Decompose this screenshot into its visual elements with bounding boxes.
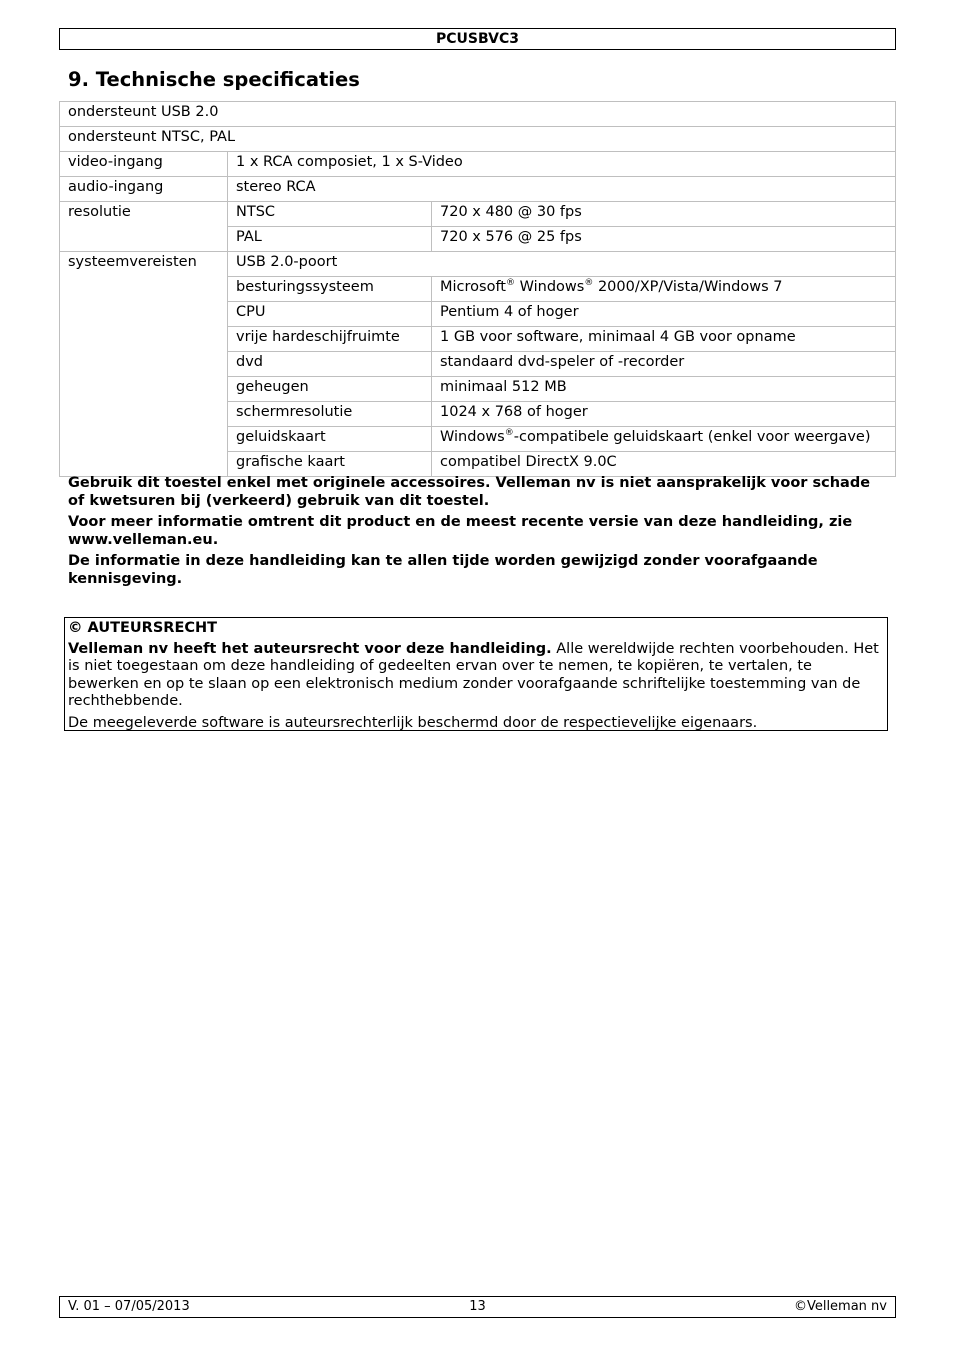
document-footer (59, 1296, 896, 1318)
spec-value: 720 x 576 @ 25 fps (432, 227, 896, 252)
table-row (60, 102, 896, 127)
table-row (60, 127, 896, 152)
spec-value: Pentium 4 of hoger (432, 302, 896, 327)
copyright-software: De meegeleverde software is auteursrechterlijk beschermd door de respectievelijke eigenaars. (68, 714, 758, 731)
spec-label: audio-ingang (60, 177, 228, 202)
spec-sublabel: CPU (228, 302, 432, 327)
spec-value: stereo RCA (228, 177, 896, 202)
spec-value: 720 x 480 @ 30 fps (432, 202, 896, 227)
footer-version: V. 01 – 07/05/2013 (68, 1299, 190, 1314)
spec-value: Microsoft® Windows® 2000/XP/Vista/Windows 7 (432, 277, 896, 302)
spec-label: video-ingang (60, 152, 228, 177)
model-name: PCUSBVC3 (436, 31, 519, 47)
spec-sublabel: grafische kaart (228, 452, 432, 477)
document-header (59, 28, 896, 50)
spec-usb: ondersteunt USB 2.0 (60, 102, 896, 127)
spec-sublabel: dvd (228, 352, 432, 377)
table-row (60, 152, 896, 177)
section-title: 9. Technische specificaties (68, 68, 360, 91)
spec-label: resolutie (60, 202, 228, 252)
copyright-text: Alle wereldwijde rechten voorbehouden. Het is niet toegestaan om deze handleiding of gedeelten ervan over te nemen, te kopiëren, te vertalen, te bewerken en op te slaan op een elektronisch medium zonder voorafgaande schriftelijke toestemming van de rechthebbende. (68, 640, 879, 709)
spec-value: 1 x RCA composiet, 1 x S-Video (228, 152, 896, 177)
copyright-body (68, 641, 879, 711)
spec-value: 1 GB voor software, minimaal 4 GB voor opname (432, 327, 896, 352)
spec-label: systeemvereisten (60, 252, 228, 477)
footer-page-number: 13 (469, 1299, 486, 1314)
footer-company: ©Velleman nv (793, 1299, 887, 1314)
spec-sublabel: geheugen (228, 377, 432, 402)
note-changes: De informatie in deze handleiding kan te allen tijde worden gewijzigd zonder voorafgaande kennisgeving. (68, 553, 818, 587)
spec-sublabel: geluidskaart (228, 427, 432, 452)
spec-value: minimaal 512 MB (432, 377, 896, 402)
spec-sublabel: schermresolutie (228, 402, 432, 427)
spec-value: 1024 x 768 of hoger (432, 402, 896, 427)
spec-ntsc-pal: ondersteunt NTSC, PAL (60, 127, 896, 152)
copyright-lead: Velleman nv heeft het auteursrecht voor deze handleiding. (68, 640, 552, 657)
notes-section (68, 475, 888, 592)
spec-value: USB 2.0-poort (228, 252, 896, 277)
spec-sublabel: vrije hardeschijfruimte (228, 327, 432, 352)
note-more-info: Voor meer informatie omtrent dit product en de meest recente versie van deze handleiding, zie www.velleman.eu. (68, 514, 853, 548)
specifications-table (59, 101, 896, 477)
copyright-box (64, 617, 888, 731)
spec-sublabel: NTSC (228, 202, 432, 227)
spec-value: compatibel DirectX 9.0C (432, 452, 896, 477)
spec-value: Windows®-compatibele geluidskaart (enkel voor weergave) (432, 427, 896, 452)
spec-sublabel: PAL (228, 227, 432, 252)
table-row (60, 202, 896, 227)
table-row (60, 252, 896, 277)
spec-sublabel: besturingssysteem (228, 277, 432, 302)
table-row (60, 177, 896, 202)
copyright-title: © AUTEURSRECHT (68, 620, 218, 636)
note-accessories: Gebruik dit toestel enkel met originele accessoires. Velleman nv is niet aansprakelijk voor schade of kwetsuren bij (verkeerd) gebruik van dit toestel. (68, 475, 871, 509)
spec-value: standaard dvd-speler of -recorder (432, 352, 896, 377)
